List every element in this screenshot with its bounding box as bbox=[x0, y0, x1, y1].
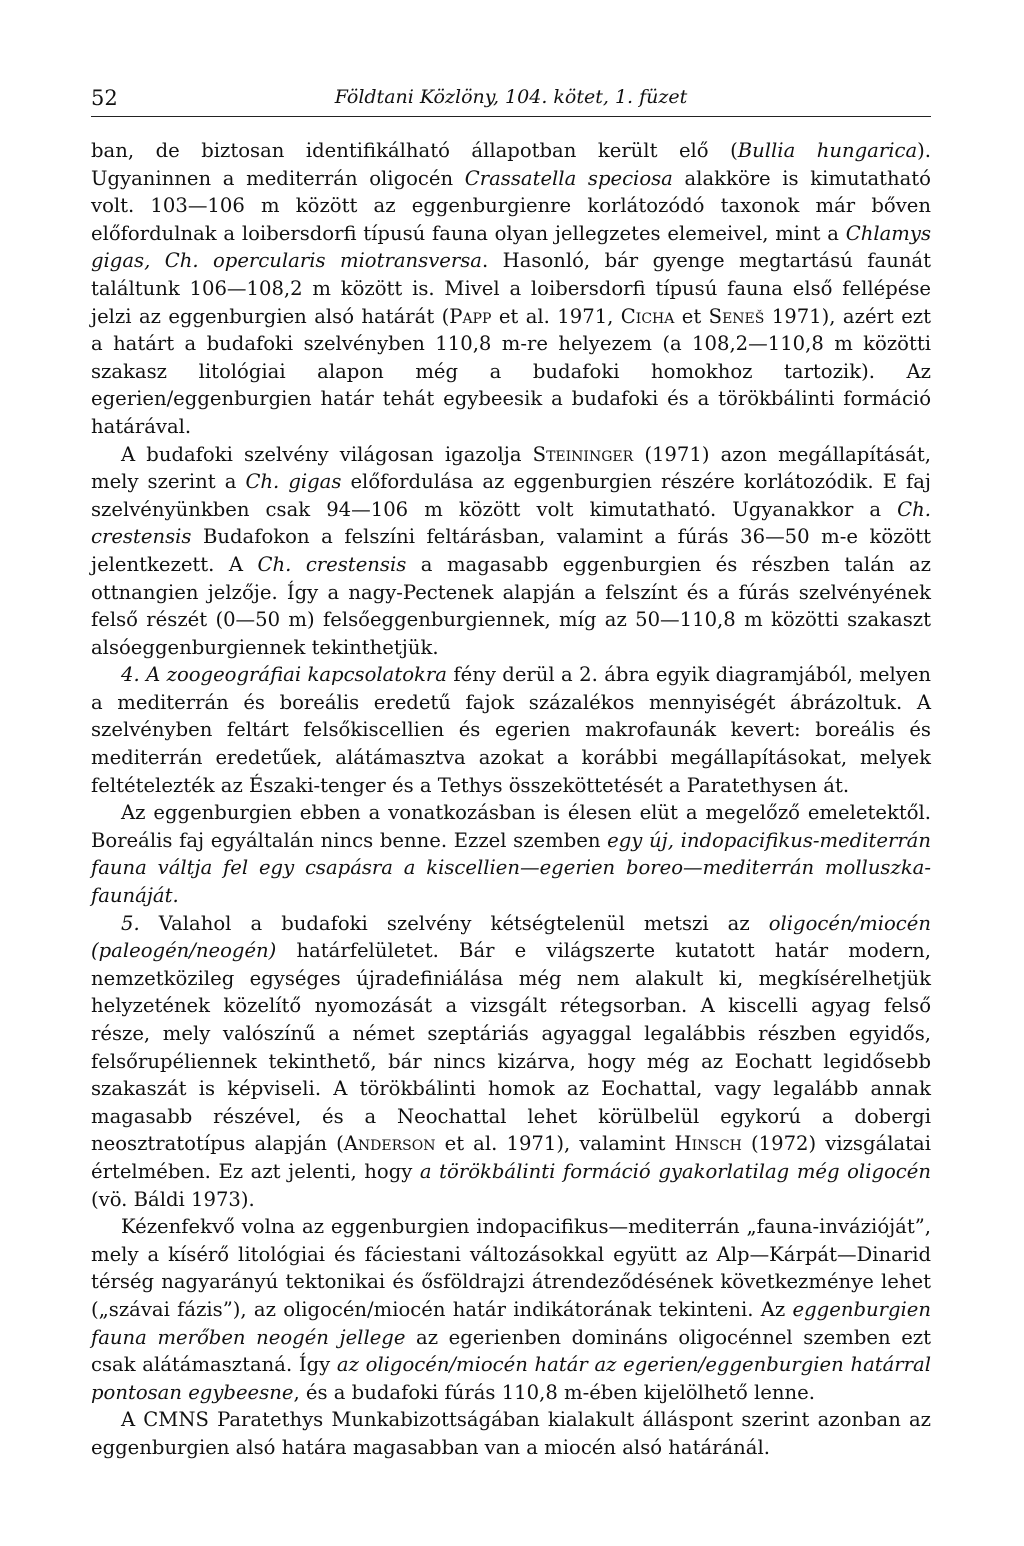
italic-text: 4. A zoogeográfiai kapcsolatokra bbox=[121, 663, 447, 687]
italic-text: az oligocén/miocén határ az egerien/eggenburgien határral pontosan egybeesne bbox=[91, 1353, 931, 1404]
text-run: (vö. Báldi 1973). bbox=[91, 1187, 255, 1211]
text-run: alakköre is kimutatható volt. 103—106 m között az eggenburgienre korlátozódó taxonok már bőven előfordulnak a loibersdorfi típusú fauna olyan jellegzetes elemeivel, mint a bbox=[91, 166, 931, 245]
running-header bbox=[91, 82, 931, 117]
text-run: 1971), azért ezt a határt a budafoki szelvényben 110,8 m-re helyezem (a 108,2—110,8 m közötti szakasz litológiai alapon még a budafoki homokhoz tartozik). Az egerien/eggenburgien határ tehát egybeesik a budafoki és a törökbálinti formáció határával. bbox=[91, 304, 931, 438]
text-run: az egerienben domináns oligocénnel szemben ezt csak alátámasztaná. Így bbox=[91, 1325, 931, 1377]
author-name: Steininger bbox=[532, 442, 634, 466]
paragraph bbox=[91, 1213, 931, 1406]
text-run: A CMNS Paratethys Munkabizottságában kialakult álláspont szerint azonban az eggenburgien alsó határa magasabban van a miocén alsó határánál. bbox=[91, 1408, 931, 1459]
italic-text: Bullia hungarica bbox=[737, 139, 918, 162]
page-number: 52 bbox=[91, 86, 118, 110]
text-run: Az eggenburgien ebben a vonatkozásban is élesen elüt a megelőző emeletektől. Boreális faj egyáltalán nincs benne. Ezzel szemben bbox=[91, 801, 931, 852]
italic-text: Ch. crestensis bbox=[91, 497, 931, 549]
journal-title: Földtani Közlöny, 104. kötet, 1. füzet bbox=[334, 86, 688, 108]
italic-text: Crassatella speciosa bbox=[464, 166, 673, 190]
page bbox=[91, 82, 931, 1462]
italic-text: egy új, indopacifikus-mediterrán fauna váltja fel egy csapásra a kiscellien—egerien boreo—mediterrán molluszka-faunáját. bbox=[91, 828, 931, 908]
article-body bbox=[91, 137, 931, 1462]
author-name: Cicha bbox=[620, 304, 675, 328]
text-run: fény derül a 2. ábra egyik diagramjából, melyen a mediterrán és boreális eredetű fajok százalékos mennyiségét ábrázoltuk. A szelvényben feltárt felsőkiscellien és egerien makrofaunák kevert: boreális és mediterrán eredetűek, alátámasztva azokat a korábbi megállapításokat, melyek feltételezték az Északi-tenger és a Tethys összeköttetését a Paratethysen át. bbox=[91, 663, 931, 797]
text-run: , és a budafoki fúrás 110,8 m-ében kijelölhető lenne. bbox=[293, 1380, 815, 1404]
italic-text: eggenburgien fauna merőben neogén jellege bbox=[91, 1297, 931, 1349]
text-run: a magasabb eggenburgien és részben talán az ottnangien jelzője. Így a nagy-Pectenek alapján a felszínt és a fúrás szelvényének felső részét (0—50 m) felsőeggenburgiennek, míg az 50—110,8 m közötti szakaszt alsóeggenburgiennek tekinthetjük. bbox=[91, 552, 931, 659]
author-name: Anderson bbox=[343, 1132, 436, 1156]
author-name: Seneš bbox=[708, 304, 765, 328]
text-run: határfelületet. Bár e világszerte kutatott határ modern, nemzetközileg egységes újradefiniálása még nem alakult ki, megkísérelhetjük helyzetének közelítő nyomozását a vizsgált rétegsorban. A kiscelli agyag felső része, mely valószínű a német szeptáriás agyaggal legalábbis részben egyidős, felsőrupéliennek tekinthető, bár nincs kizárva, hogy még az Eochatt legidősebb szakaszát is képviseli. A törökbálinti homok az Eochattal, vagy legalább annak magasabb részével, és a Neochattal lehet körülbelül egykorú a dobergi neosztratotípus alapján ( bbox=[91, 939, 931, 1156]
text-run: ). Ugyaninnen a mediterrán oligocén bbox=[91, 139, 931, 190]
paragraph bbox=[91, 910, 931, 1214]
text-run: Budafokon a felszíni feltárásban, valamint a fúrás 36—50 m-e között jelentkezett. A bbox=[91, 525, 931, 576]
text-run: A budafoki szelvény világosan igazolja bbox=[121, 442, 533, 466]
italic-text: Chlamys gigas, Ch. opercularis miotransversa bbox=[91, 221, 931, 273]
italic-text: 5. bbox=[121, 911, 140, 935]
italic-text: Ch. crestensis bbox=[257, 552, 407, 576]
text-run: et al. 1971), valamint bbox=[435, 1132, 675, 1156]
text-run: . Hasonló, bár gyenge megtartású faunát találtunk 106—108,2 m között is. Mivel a loibersdorfi típusú fauna első fellépése jelzi az eggenburgien alsó határát ( bbox=[91, 249, 931, 328]
paragraph bbox=[91, 1406, 931, 1461]
paragraph bbox=[91, 799, 931, 909]
text-run: et al. 1971, bbox=[491, 304, 621, 328]
paragraph bbox=[91, 137, 931, 441]
text-run: Kézenfekvő volna az eggenburgien indopacifikus—mediterrán „fauna-invázióját”, mely a kísérő litológiai és fáciestani változásokkal együtt az Alp—Kárpát—Dinarid térség nagyarányú tektonikai és ősföldrajzi átrendeződésének következménye lehet („szávai fázis”), az oligocén/miocén határ indikátorának tekinteni. Az bbox=[91, 1215, 931, 1321]
text-run: (1972) vizsgálatai értelmében. Ez azt jelenti, hogy bbox=[91, 1132, 931, 1183]
text-run: (1971) azon megállapítását, mely szerint a bbox=[91, 442, 932, 494]
text-run: ban, de biztosan identifikálható állapotban került elő ( bbox=[91, 139, 738, 162]
italic-text: Ch. gigas bbox=[245, 470, 342, 494]
italic-text: a törökbálinti formáció gyakorlatilag még oligocén bbox=[419, 1159, 931, 1183]
author-name: Papp bbox=[449, 304, 492, 328]
paragraph bbox=[91, 441, 931, 662]
italic-text: oligocén/miocén (paleogén/neogén) bbox=[91, 911, 931, 963]
paragraph bbox=[91, 661, 931, 799]
text-run: Valahol a budafoki szelvény kétségtelenül metszi az bbox=[139, 911, 769, 935]
author-name: Hinsch bbox=[674, 1132, 742, 1156]
text-run: et bbox=[674, 304, 709, 328]
text-run: előfordulása az eggenburgien részére korlátozódik. E faj szelvényünkben csak 94—106 m között volt kimutatható. Ugyanakkor a bbox=[91, 470, 931, 521]
